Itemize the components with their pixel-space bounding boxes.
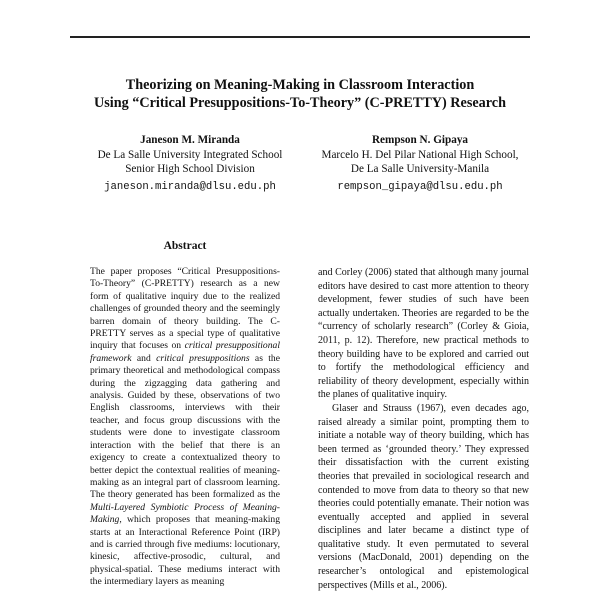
author-email[interactable]: rempson_gipaya@dlsu.edu.ph bbox=[337, 180, 503, 193]
abstract-text: The paper proposes “Critical Presuppositions-To-Theory” (C-PRETTY) research as a new form of qualitative inquiry due to the realized challenges of grounded theory and the seemingly barren domain of theory building. The C-PRETTY serves as a special type of qualitative inquiry that focuses on bbox=[90, 266, 280, 352]
paper-title bbox=[0, 76, 600, 112]
abstract-emphasis: critical presuppositional framework bbox=[90, 340, 280, 364]
author-name: Janeson M. Miranda bbox=[140, 134, 240, 146]
abstract-text: and bbox=[131, 352, 157, 364]
abstract-body bbox=[90, 266, 280, 589]
author-affiliation: Senior High School Division bbox=[125, 163, 255, 175]
author-name: Rempson N. Gipaya bbox=[371, 134, 469, 146]
body-paragraph: and Corley (2006) stated that although many journal editors have desired to cast more attention to theory development, fewer studies of such have been actually undertaken. Theories are regarded to be the “currency of scholarly research” (Corley & Gioia, 2011, p. 12). Therefore, new practical methods to theory building have to be explored and carried out to fortify the methodological efficiency and reliability of theory development, especially within the planes of qualitative inquiry. bbox=[318, 267, 529, 401]
abstract-text: , which proposes that meaning-making starts at an Interactional Reference Point (IRP) and is carried through five mediums: locutionary, kinesic, affective-prosodic, cultural, and physical-spatial. These mediums interact with the intermediary layers as meaning bbox=[90, 514, 280, 588]
body-paragraph: Glaser and Strauss (1967), even decades ago, raised already a similar point, prompting them to initiate a notable way of theory building, which has been termed as ‘grounded theory.’ They expressed their dissatisfaction with the current existing theories that prevailed in sociological research and contended to move from data to theory so that new theories could potentially emanate. Their notion was eventually accepted and applied in several disciplines and later became a distinct type of qualitative study. It even permutated to several versions (MacDonald, 2001) depending on the researcher’s ontological and epistemological perspectives (Mills et al., 2006). bbox=[318, 402, 529, 591]
header-rule bbox=[70, 36, 530, 38]
body-column-right bbox=[318, 266, 529, 592]
author-block-2 bbox=[300, 133, 540, 194]
author-email[interactable]: janeson.miranda@dlsu.edu.ph bbox=[104, 180, 276, 193]
author-affiliation: De La Salle University-Manila bbox=[350, 163, 490, 175]
abstract-text: as the primary theoretical and methodological compass during the zigzagging data gathering and analysis. Guided by these, observations of two English classrooms, interviews with their teacher, and focus group discussions with the students were done to investigate classroom interaction with the belief that there is an exigency to create a contextualized theory to better depict the contextual realities of meaning-making as an integral part of classroom learning. The theory generated has been formalized as the bbox=[90, 352, 280, 501]
title-line-2: Using “Critical Presuppositions-To-Theory” (C-PRETTY) Research bbox=[94, 95, 506, 111]
abstract-emphasis: Multi-Layered Symbiotic Process of Meaning-Making bbox=[90, 501, 280, 526]
title-line-1: Theorizing on Meaning-Making in Classroom Interaction bbox=[125, 77, 475, 93]
author-affiliation: De La Salle University Integrated School bbox=[97, 148, 283, 161]
author-affiliation: Marcelo H. Del Pilar National High School, bbox=[321, 148, 519, 161]
abstract-paragraph bbox=[90, 266, 280, 589]
author-block-1 bbox=[70, 133, 310, 194]
abstract-heading: Abstract bbox=[163, 240, 207, 252]
abstract-emphasis: critical presuppositions bbox=[156, 352, 250, 364]
